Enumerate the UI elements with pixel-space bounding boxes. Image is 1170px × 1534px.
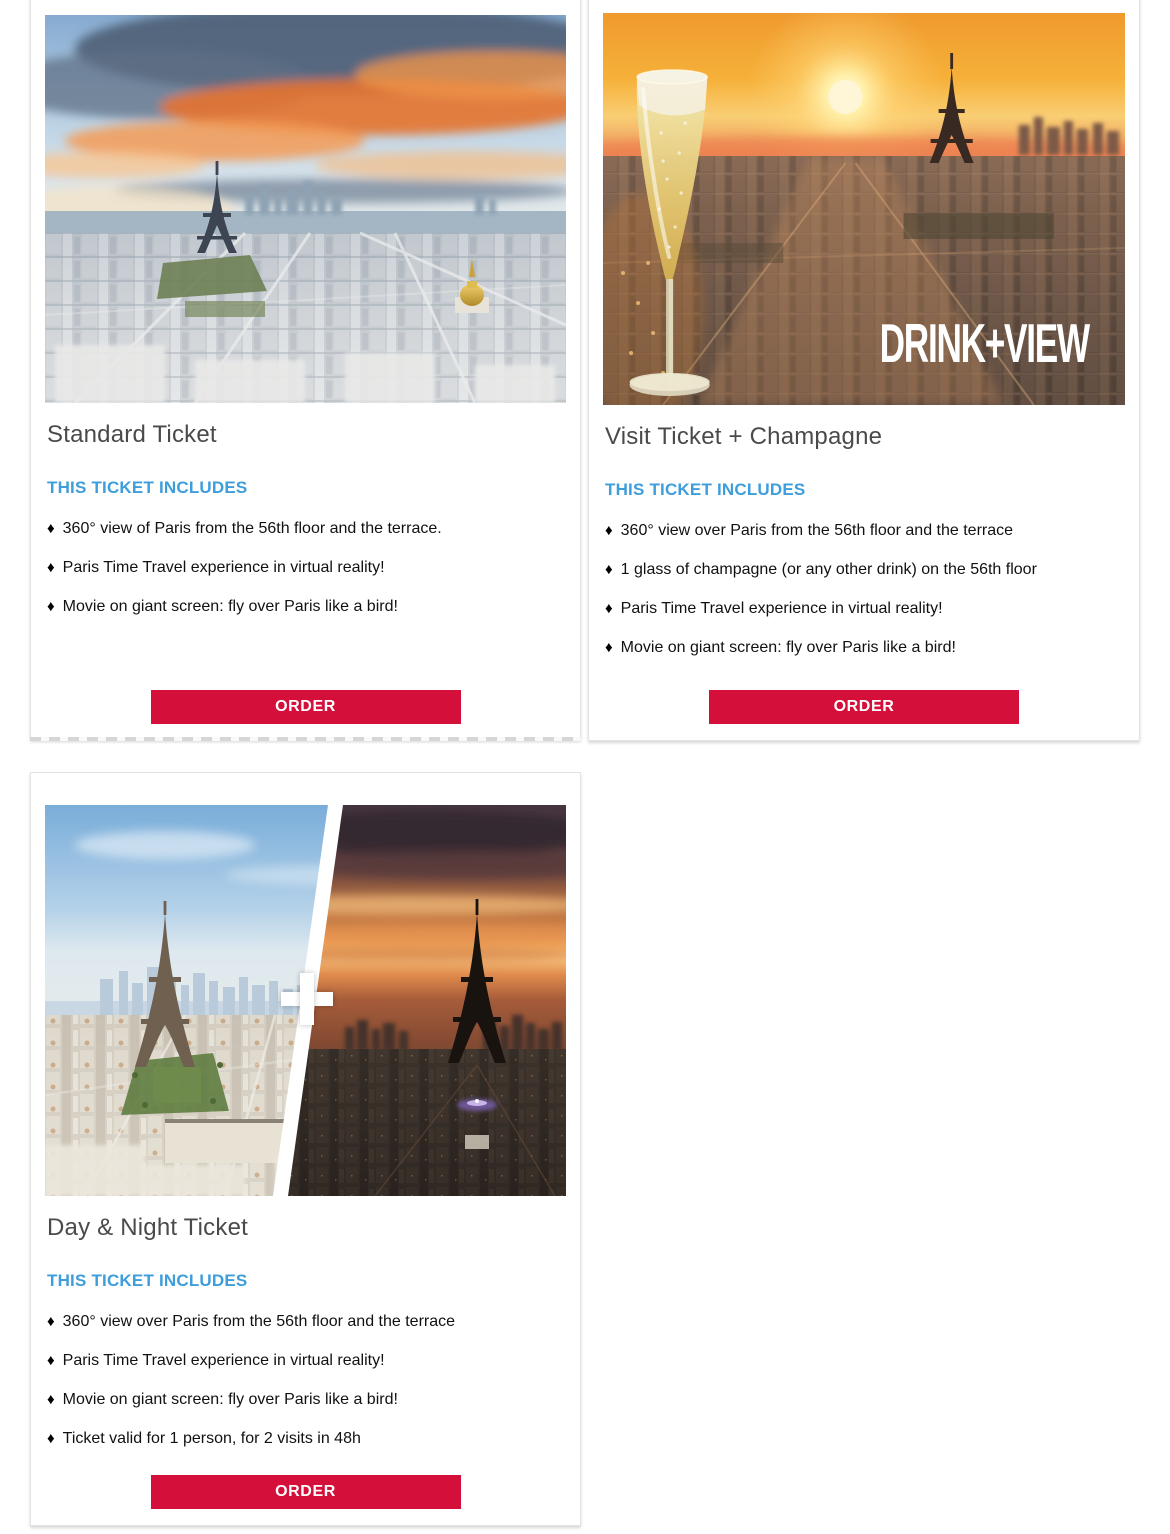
feature-list [47, 1312, 564, 1468]
diamond-bullet-icon: ♦ [47, 519, 55, 537]
champagne-ticket-photo [603, 13, 1125, 405]
feature-text: Movie on giant screen: fly over Paris like a bird! [620, 638, 956, 656]
diamond-bullet-icon: ♦ [605, 599, 613, 617]
diamond-bullet-icon: ♦ [605, 560, 613, 578]
diamond-bullet-icon: ♦ [47, 1312, 55, 1330]
ticket-card-standard [30, 0, 581, 740]
ticket-card-day-night [30, 772, 581, 1526]
order-button-champagne[interactable]: ORDER [709, 690, 1019, 724]
standard-ticket-photo [45, 15, 566, 403]
order-button-standard[interactable]: ORDER [151, 690, 461, 724]
ticket-title: Standard Ticket [47, 421, 217, 448]
includes-heading: THIS TICKET INCLUDES [47, 1271, 248, 1291]
order-button-day-night[interactable]: ORDER [151, 1475, 461, 1509]
day-night-ticket-photo [45, 805, 566, 1196]
includes-heading: THIS TICKET INCLUDES [47, 478, 248, 498]
plus-icon [275, 961, 339, 1037]
feature-item [47, 558, 564, 578]
paris-sunset-skyline-illustration [45, 15, 566, 403]
feature-item [47, 1312, 564, 1332]
feature-text: Movie on giant screen: fly over Paris like a bird! [62, 1390, 398, 1408]
feature-text: 360° view of Paris from the 56th floor and the terrace. [62, 519, 442, 537]
feature-item [605, 599, 1123, 619]
ticket-title: Day & Night Ticket [47, 1214, 249, 1241]
feature-text: Paris Time Travel experience in virtual reality! [620, 599, 943, 617]
diamond-bullet-icon: ♦ [47, 597, 55, 615]
ticket-card-champagne [588, 0, 1140, 741]
feature-item [47, 1390, 564, 1410]
ticket-perforation-edge [30, 737, 581, 741]
feature-text: Paris Time Travel experience in virtual reality! [62, 558, 385, 576]
feature-text: Movie on giant screen: fly over Paris like a bird! [62, 597, 398, 615]
includes-heading: THIS TICKET INCLUDES [605, 480, 806, 500]
feature-item [605, 638, 1123, 658]
feature-list [605, 521, 1123, 677]
diamond-bullet-icon: ♦ [47, 1351, 55, 1369]
feature-list [47, 519, 564, 636]
feature-item [47, 1429, 564, 1449]
feature-text: Ticket valid for 1 person, for 2 visits in 48h [62, 1429, 361, 1447]
diamond-bullet-icon: ♦ [47, 558, 55, 576]
feature-item [605, 560, 1123, 580]
diamond-bullet-icon: ♦ [605, 638, 613, 656]
feature-text: 360° view over Paris from the 56th floor and the terrace [62, 1312, 456, 1330]
diamond-bullet-icon: ♦ [47, 1390, 55, 1408]
feature-item [47, 597, 564, 617]
diamond-bullet-icon: ♦ [47, 1429, 55, 1447]
feature-text: 1 glass of champagne (or any other drink) on the 56th floor [620, 560, 1037, 578]
diamond-bullet-icon: ♦ [605, 521, 613, 539]
feature-item [605, 521, 1123, 541]
feature-item [47, 1351, 564, 1371]
feature-text: Paris Time Travel experience in virtual reality! [62, 1351, 385, 1369]
feature-item [47, 519, 564, 539]
drink-view-caption: DRINK+VIEW [879, 312, 1089, 374]
ticket-title: Visit Ticket + Champagne [605, 423, 883, 450]
plus-glyph [275, 961, 281, 972]
feature-text: 360° view over Paris from the 56th floor and the terrace [620, 521, 1014, 539]
